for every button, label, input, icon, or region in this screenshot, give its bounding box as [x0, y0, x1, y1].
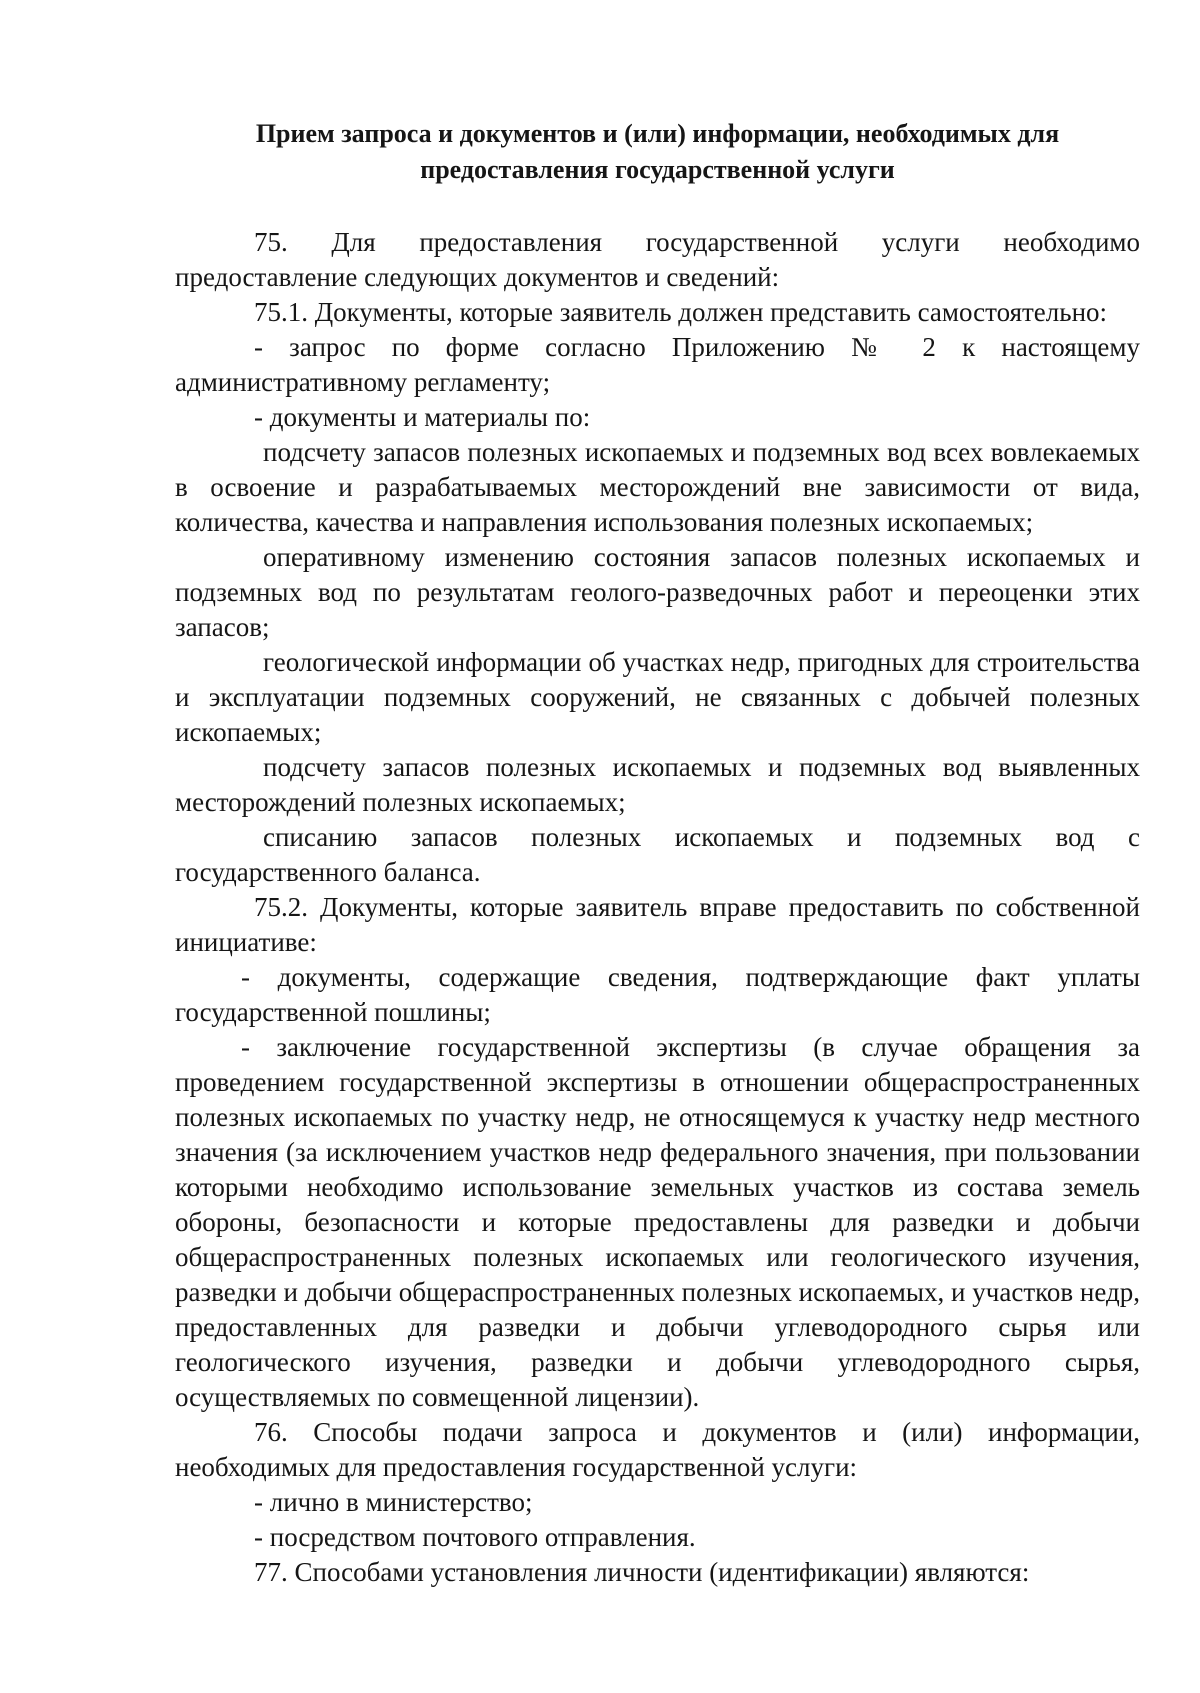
section-heading-line-2: предоставления государственной услуги [420, 155, 895, 184]
list-item-expert-conclusion: - заключение государственной экспертизы (в случае обращения за проведением государственной экспертизы в отношении общераспространенных полезных ископаемых по участку недр, не относящемуся к участку недр местного значения (за исключением участков недр федерального значения, при пользовании которыми необходимо использование земельных участков из состава земель обороны, безопасности и которые предоставлены для разведки и добычи общераспространенных полезных ископаемых или геологического изучения, разведки и добычи общераспространенных полезных ископаемых, и участков недр, предоставленных для разведки и добычи углеводородного сырья или геологического изучения, разведки и добычи углеводородного сырья, осуществляемых по совмещенной лицензии). [175, 1032, 1140, 1412]
list-item-documents: - документы и материалы по: [254, 402, 591, 432]
paragraph-75: 75. Для предоставления государственной услуги необходимо предоставление следующих документов и сведений: [175, 227, 1140, 292]
paragraph-75-1: 75.1. Документы, которые заявитель должен представить самостоятельно: [254, 297, 1108, 327]
list-item-state-fee: - документы, содержащие сведения, подтверждающие факт уплаты государственной пошлины; [175, 962, 1140, 1027]
paragraph-75-2: 75.2. Документы, которые заявитель вправе предоставить по собственной инициативе: [175, 892, 1140, 957]
sub-item-write-off: списанию запасов полезных ископаемых и подземных вод с государственного баланса. [175, 822, 1140, 887]
document-body [175, 225, 1140, 1590]
section-heading [175, 116, 1140, 188]
sub-item-geological-info: геологической информации об участках недр, пригодных для строительства и эксплуатации подземных сооружений, не связанных с добычей полезных ископаемых; [175, 647, 1140, 747]
paragraph-77: 77. Способами установления личности (идентификации) являются: [254, 1557, 1030, 1587]
list-item-request-form: - запрос по форме согласно Приложению № 2 к настоящему административному регламенту; [175, 332, 1140, 397]
sub-item-discovered-deposits: подсчету запасов полезных ископаемых и подземных вод выявленных месторождений полезных ископаемых; [175, 752, 1140, 817]
sub-item-reserves-calculation: подсчету запасов полезных ископаемых и подземных вод всех вовлекаемых в освоение и разрабатываемых месторождений вне зависимости от вида, количества, качества и направления использования полезных ископаемых; [175, 437, 1140, 537]
section-heading-line-1: Прием запроса и документов и (или) информации, необходимых для [255, 119, 1060, 148]
list-item-in-person: - лично в министерство; [254, 1487, 533, 1517]
sub-item-reserves-change: оперативному изменению состояния запасов полезных ископаемых и подземных вод по результатам геолого-разведочных работ и переоценки этих запасов; [175, 542, 1140, 642]
paragraph-76: 76. Способы подачи запроса и документов и (или) информации, необходимых для предоставления государственной услуги: [175, 1417, 1140, 1482]
list-item-postal: - посредством почтового отправления. [254, 1522, 696, 1552]
